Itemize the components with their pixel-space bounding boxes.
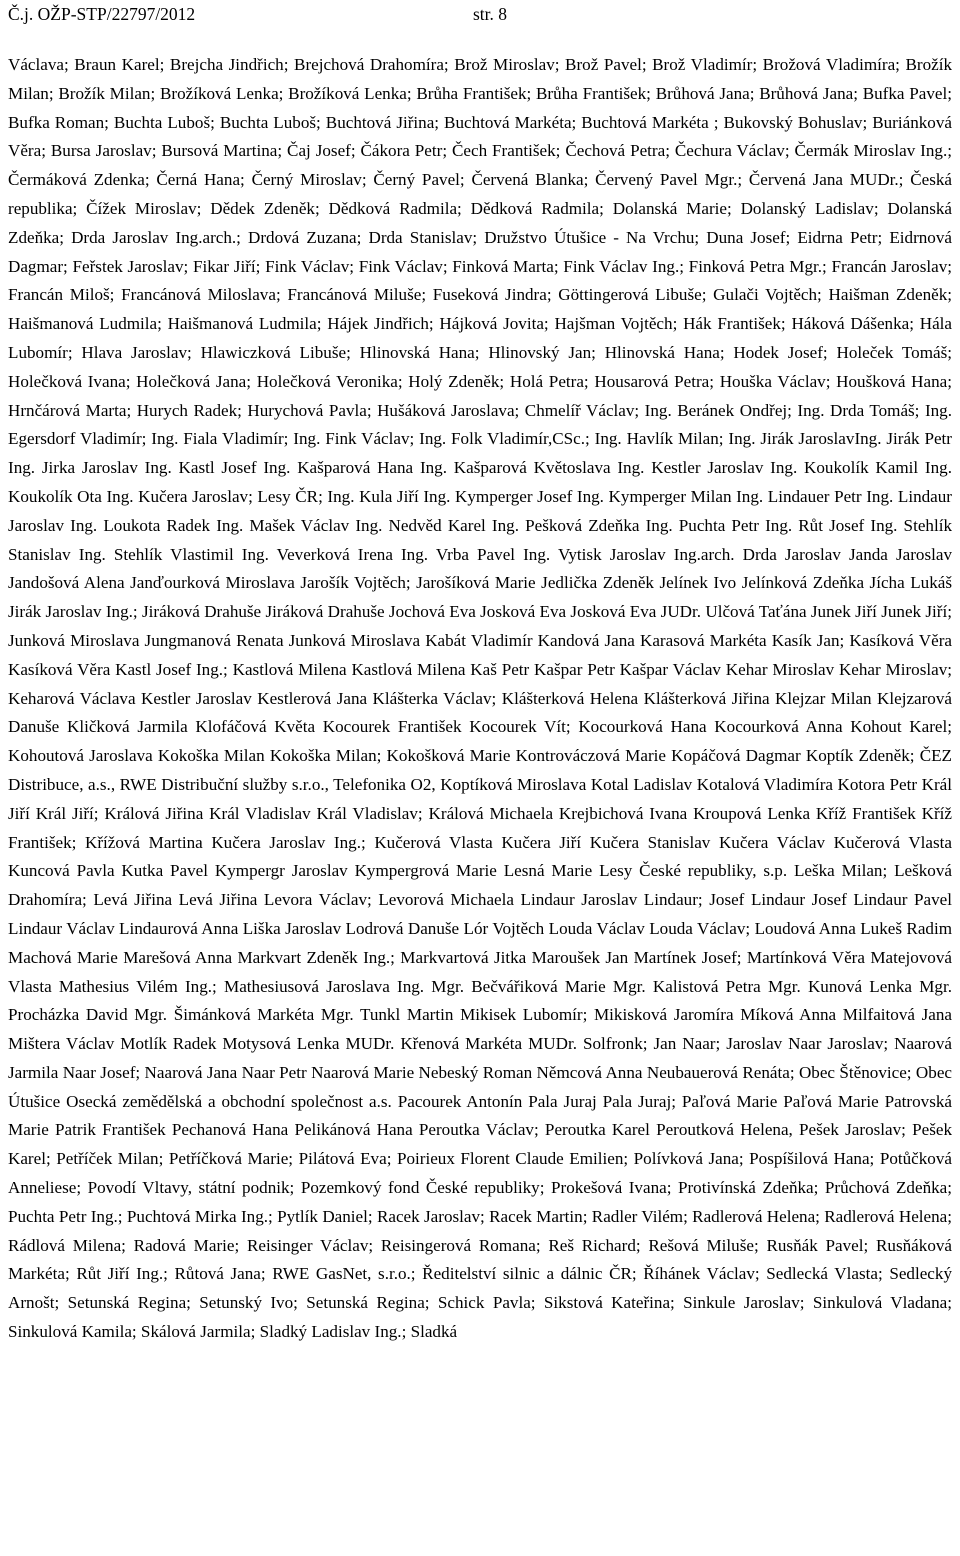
reference-number: Č.j. OŽP-STP/22797/2012	[8, 4, 196, 24]
document-page	[8, 0, 952, 1556]
page-number: str. 8	[473, 4, 508, 24]
name-list-paragraph: Václava; Braun Karel; Brejcha Jindřich; Brejchová Drahomíra; Brož Miroslav; Brož Pavel; Brož Vladimír; Brožová Vladimíra; Brožík Milan; Brožík Milan; Brožíková Lenka; Brožíková Lenka; Brůha František; Brůha František; Brůhová Jana; Brůhová Jana; Bufka Pavel; Bufka Roman; Buchta Luboš; Buchta Luboš; Buchtová Jiřina; Buchtová Markéta; Buchtová Markéta ; Bukovský Bohuslav; Buriánková Věra; Bursa Jaroslav; Bursová Martina; Čaj Josef; Čákora Petr; Čech František; Čechová Petra; Čechura Václav; Čermák Miroslav Ing.; Čermáková Zdenka; Černá Hana; Černý Miroslav; Černý Pavel; Červená Blanka; Červený Pavel Mgr.; Červená Jana MUDr.; Česká republika; Čížek Miroslav; Dědek Zdeněk; Dědková Radmila; Dědková Radmila; Dolanská Marie; Dolanský Ladislav; Dolanská Zdeňka; Drda Jaroslav Ing.arch.; Drdová Zuzana; Drda Stanislav; Družstvo Útušice - Na Vrchu; Duna Josef; Eidrna Petr; Eidrnová Dagmar; Feřstek Jaroslav; Fikar Jiří; Fink Václav; Fink Václav; Finková Marta; Fink Václav Ing.; Finková Petra Mgr.; Francán Jaroslav; Francán Miloš; Francánová Miloslava; Francánová Miluše; Fuseková Jindra; Göttingerová Libuše; Gulači Vojtěch; Haišman Zdeněk; Haišmanová Ludmila; Haišmanová Ludmila; Hájek Jindřich; Hájková Jovita; Hajšman Vojtěch; Hák František; Háková Dášenka; Hála Lubomír; Hlava Jaroslav; Hlawiczková Libuše; Hlinovská Hana; Hlinovský Jan; Hlinovská Hana; Hodek Josef; Holeček Tomáš; Holečková Ivana; Holečková Jana; Holečková Veronika; Holý Zdeněk; Holá Petra; Housarová Petra; Houška Václav; Houšková Hana; Hrnčárová Marta; Hurych Radek; Hurychová Pavla; Hušáková Jaroslava; Chmelíř Václav; Ing. Beránek Ondřej; Ing. Drda Tomáš; Ing. Egersdorf Vladimír; Ing. Fiala Vladimír; Ing. Fink Václav; Ing. Folk Vladimír,CSc.; Ing. Havlík Milan; Ing. Jirák JaroslavIng. Jirák Petr Ing. Jirka Jaroslav Ing. Kastl Josef Ing. Kašparová Hana Ing. Kašparová Květoslava Ing. Kestler Jaroslav Ing. Koukolík Kamil Ing. Koukolík Ota Ing. Kučera Jaroslav; Lesy ČR; Ing. Kula Jiří Ing. Kymperger Josef Ing. Kymperger Milan Ing. Lindauer Petr Ing. Lindaur Jaroslav Ing. Loukota Radek Ing. Mašek Václav Ing. Nedvěd Karel Ing. Pešková Zdeňka Ing. Puchta Petr Ing. Růt Josef Ing. Stehlík Stanislav Ing. Stehlík Vlastimil Ing. Veverková Irena Ing. Vrba Pavel Ing. Vytisk Jaroslav Ing.arch. Drda Jaroslav Janda Jaroslav Jandošová Alena Janďourková Miroslava Jarošík Vojtěch; Jarošíková Marie Jedlička Zdeněk Jelínek Ivo Jelínková Zdeňka Jícha Lukáš Jirák Jaroslav Ing.; Jiráková Drahuše Jiráková Drahuše Jochová Eva Josková Eva Josková Eva JUDr. Ulčová Taťána Junek Jiří Junek Jiří; Junková Miroslava Jungmanová Renata Junková Miroslava Kabát Vladimír Kandová Jana Karasová Markéta Kasík Jan; Kasíková Věra Kasíková Věra Kastl Josef Ing.; Kastlová Milena Kastlová Milena Kaš Petr Kašpar Petr Kašpar Václav Kehar Miroslav Kehar Miroslav; Keharová Václava Kestler Jaroslav Kestlerová Jana Klášterka Václav; Klášterková Helena Klášterková Jiřina Klejzar Milan Klejzarová Danuše Kličková Jarmila Klofáčová Květa Kocourek František Kocourek Vít; Kocourková Hana Kocourková Anna Kohout Karel; Kohoutová Jaroslava Kokoška Milan Kokoška Milan; Kokošková Marie Kontrováczová Marie Kopáčová Dagmar Koptík Zdeněk; ČEZ Distribuce, a.s., RWE Distribuční služby s.r.o., Telefonika O2, Koptíková Miroslava Kotal Ladislav Kotalová Vladimíra Kotora Petr Král Jiří Král Jiří; Králová Jiřina Král Vladislav Král Vladislav; Králová Michaela Krejbichová Ivana Kroupová Lenka Kříž František Kříž František; Křížová Martina Kučera Jaroslav Ing.; Kučerová Vlasta Kučera Jiří Kučera Stanislav Kučera Václav Kučerová Vlasta Kuncová Pavla Kutka Pavel Kympergr Jaroslav Kympergrová Marie Lesná Marie Lesy České republiky, s.p. Leška Milan; Lešková Drahomíra; Levá Jiřina Levá Jiřina Levora Václav; Levorová Michaela Lindaur Jaroslav Lindaur; Josef Lindaur Josef Lindaur Pavel Lindaur Václav Lindaurová Anna Liška Jaroslav Lodrová Danuše Lór Vojtěch Louda Václav Louda Václav; Loudová Anna Lukeš Radim Machová Marie Marešová Anna Markvart Zdeněk Ing.; Markvartová Jitka Maroušek Jan Martínek Josef; Martínková Věra Matejovová Vlasta Mathesius Vilém Ing.; Mathesiusová Jaroslava Ing. Mgr. Bečvářiková Marie Mgr. Kalistová Petra Mgr. Kunová Lenka Mgr. Procházka David Mgr. Šimánková Markéta Mgr. Tunkl Martin Mikisek Lubomír; Mikisková Jaromíra Míková Anna Milfaitová Jana Mištera Václav Motlík Radek Motysová Lenka MUDr. Křenová Markéta MUDr. Solfronk; Jan Naar; Jaroslav Naar Jaroslav; Naarová Jarmila Naar Josef; Naarová Jana Naar Petr Naarová Marie Nebeský Roman Němcová Anna Neubauerová Renáta; Obec Štěnovice; Obec Útušice Osecká zemědělská a obchodní společnost a.s. Pacourek Antonín Pala Juraj Pala Juraj; Paľová Marie Paľová Marie Patrovská Marie Patrik František Pechanová Hana Pelikánová Hana Peroutka Václav; Peroutka Karel Peroutková Helena, Pešek Jaroslav; Pešek Karel; Petříček Milan; Petříčková Marie; Pilátová Eva; Poirieux Florent Claude Emilien; Polívková Jana; Pospíšilová Hana; Potůčková Anneliese; Povodí Vltavy, státní podnik; Pozemkový fond České republiky; Prokešová Ivana; Protivínská Zdeňka; Průchová Zdeňka; Puchta Petr Ing.; Puchtová Mirka Ing.; Pytlík Daniel; Racek Jaroslav; Racek Martin; Radler Vilém; Radlerová Helena; Radlerová Helena; Rádlová Milena; Radová Marie; Reisinger Václav; Reisingerová Romana; Reš Richard; Rešová Miluše; Rusňák Pavel; Rusňáková Markéta; Růt Jiří Ing.; Růtová Jana; RWE GasNet, s.r.o.; Ředitelství silnic a dálnic ČR; Říhánek Václav; Sedlecká Vlasta; Sedlecký Arnošt; Setunská Regina; Setunský Ivo; Setunská Regina; Schick Pavla; Sikstová Kateřina; Sinkule Jaroslav; Sinkulová Vladana; Sinkulová Kamila; Skálová Jarmila; Sladký Ladislav Ing.; Sladká	[8, 55, 952, 1342]
page-header	[8, 2, 952, 26]
